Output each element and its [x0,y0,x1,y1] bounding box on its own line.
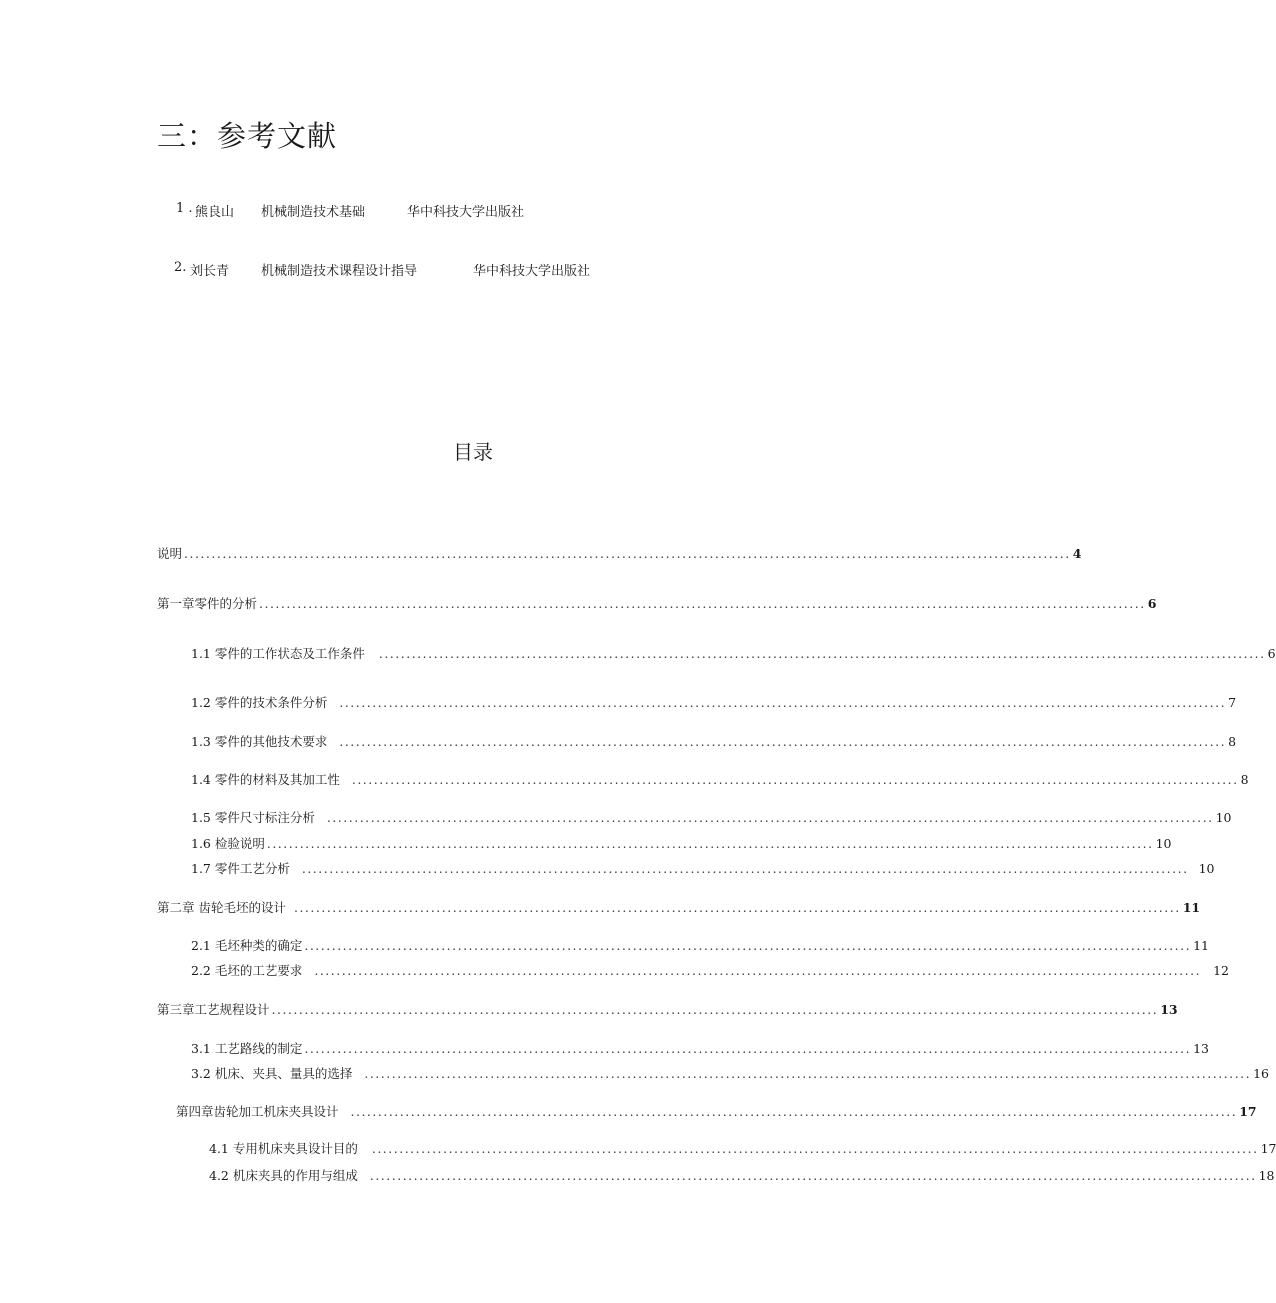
toc-entry[interactable] [157,594,1157,612]
toc-leader-dots: .................................................................................................................................................................. [371,1141,1259,1156]
reference-index: 1 . [176,201,193,216]
reference-book: 机械制造技术基础 [261,205,366,220]
toc-entry-label: 第二章 齿轮毛坯的设计 [157,900,286,915]
toc-entry[interactable] [191,859,1215,877]
toc-entry-label: 第四章齿轮加工机床夹具设计 [176,1104,339,1119]
toc-entry-page: 10 [1198,861,1215,876]
toc-entry-page: 8 [1240,772,1249,787]
toc-entry[interactable] [191,1064,1269,1082]
toc-leader-dots: .................................................................................................................................................................. [369,1168,1257,1183]
toc-leader-dots: .................................................................................................................................................................. [339,695,1227,710]
reference-index: 2. [174,260,187,275]
toc-entry-label: 1.5 零件尺寸标注分析 [191,810,315,825]
toc-leader-dots: .................................................................................................................................................................. [304,938,1192,953]
toc-entry-label: 1.2 零件的技术条件分析 [191,695,328,710]
reference-publisher: 华中科技大学出版社 [407,205,525,220]
reference-author: 刘长青 [190,264,230,279]
toc-entry[interactable] [191,693,1237,711]
toc-leader-dots: .................................................................................................................................................................. [259,596,1146,611]
toc-leader-dots: .................................................................................................................................................................. [364,1066,1252,1081]
toc-leader-dots: .................................................................................................................................................................. [271,1002,1159,1017]
toc-entry-page: 18 [1258,1168,1275,1183]
toc-entry-label: 说明 [157,546,183,561]
toc-entry-label: 第三章工艺规程设计 [157,1002,270,1017]
toc-entry[interactable] [191,834,1172,852]
toc-entry-label: 1.4 零件的材料及其加工性 [191,772,340,787]
reference-item [174,260,186,275]
toc-entry-page: 8 [1228,734,1237,749]
toc-leader-dots: .................................................................................................................................................................. [378,646,1266,661]
toc-entry-page: 13 [1160,1002,1178,1017]
toc-leader-dots: .................................................................................................................................................................. [339,734,1227,749]
toc-heading: 目录 [453,440,493,464]
toc-entry-label: 3.2 机床、夹具、量具的选择 [191,1066,353,1081]
toc-entry[interactable] [191,936,1209,954]
toc-entry[interactable] [157,898,1201,916]
toc-leader-dots: .................................................................................................................................................................. [314,963,1202,978]
reference-book: 机械制造技术课程设计指导 [261,264,418,279]
toc-entry-page: 12 [1213,963,1229,978]
toc-entry-label: 3.1 工艺路线的制定 [191,1041,303,1056]
toc-leader-dots: .................................................................................................................................................................. [304,1041,1192,1056]
toc-leader-dots: .................................................................................................................................................................. [326,810,1214,825]
reference-author: 熊良山 [195,205,235,220]
toc-entry[interactable] [191,961,1229,979]
toc-entry-label: 1.3 零件的其他技术要求 [191,734,328,749]
toc-entry[interactable] [209,1166,1275,1184]
toc-entry[interactable] [176,1102,1257,1120]
toc-entry[interactable] [209,1139,1276,1157]
toc-entry-label: 2.1 毛坯种类的确定 [191,938,303,953]
toc-leader-dots: .................................................................................................................................................................. [184,546,1071,561]
toc-leader-dots: .................................................................................................................................................................. [301,861,1189,876]
toc-entry[interactable] [157,1000,1178,1018]
toc-entry[interactable] [191,1039,1209,1057]
toc-entry-page: 6 [1147,596,1157,611]
toc-entry-page: 11 [1193,938,1209,953]
toc-entry-label: 4.1 专用机床夹具设计目的 [209,1141,358,1156]
reference-publisher: 华中科技大学出版社 [473,264,591,279]
toc-entry-page: 7 [1228,695,1237,710]
references-heading: 三：参考文献 [157,119,338,153]
toc-entry[interactable] [191,732,1237,750]
toc-entry-page: 17 [1260,1141,1276,1156]
toc-entry-label: 4.2 机床夹具的作用与组成 [209,1168,358,1183]
toc-entry-label: 1.7 零件工艺分析 [191,861,290,876]
toc-entry-page: 4 [1072,546,1082,561]
toc-entry-page: 6 [1267,646,1276,661]
toc-entry-page: 10 [1215,810,1232,825]
toc-entry-page: 17 [1239,1104,1257,1119]
toc-entry[interactable] [191,808,1232,826]
toc-entry-page: 13 [1193,1041,1209,1056]
toc-entry[interactable] [191,644,1276,662]
toc-entry-page: 10 [1155,836,1172,851]
toc-entry-page: 16 [1253,1066,1269,1081]
toc-entry-label: 1.6 检验说明 [191,836,265,851]
toc-entry-label: 1.1 零件的工作状态及工作条件 [191,646,365,661]
toc-entry[interactable] [191,770,1249,788]
toc-leader-dots: .................................................................................................................................................................. [293,900,1181,915]
toc-leader-dots: .................................................................................................................................................................. [266,836,1154,851]
toc-entry-label: 第一章零件的分析 [157,596,258,611]
toc-leader-dots: .................................................................................................................................................................. [350,1104,1238,1119]
toc-entry-page: 11 [1182,900,1201,915]
toc-leader-dots: .................................................................................................................................................................. [351,772,1239,787]
toc-entry[interactable] [157,544,1082,562]
toc-entry-label: 2.2 毛坯的工艺要求 [191,963,303,978]
reference-item [176,201,193,216]
